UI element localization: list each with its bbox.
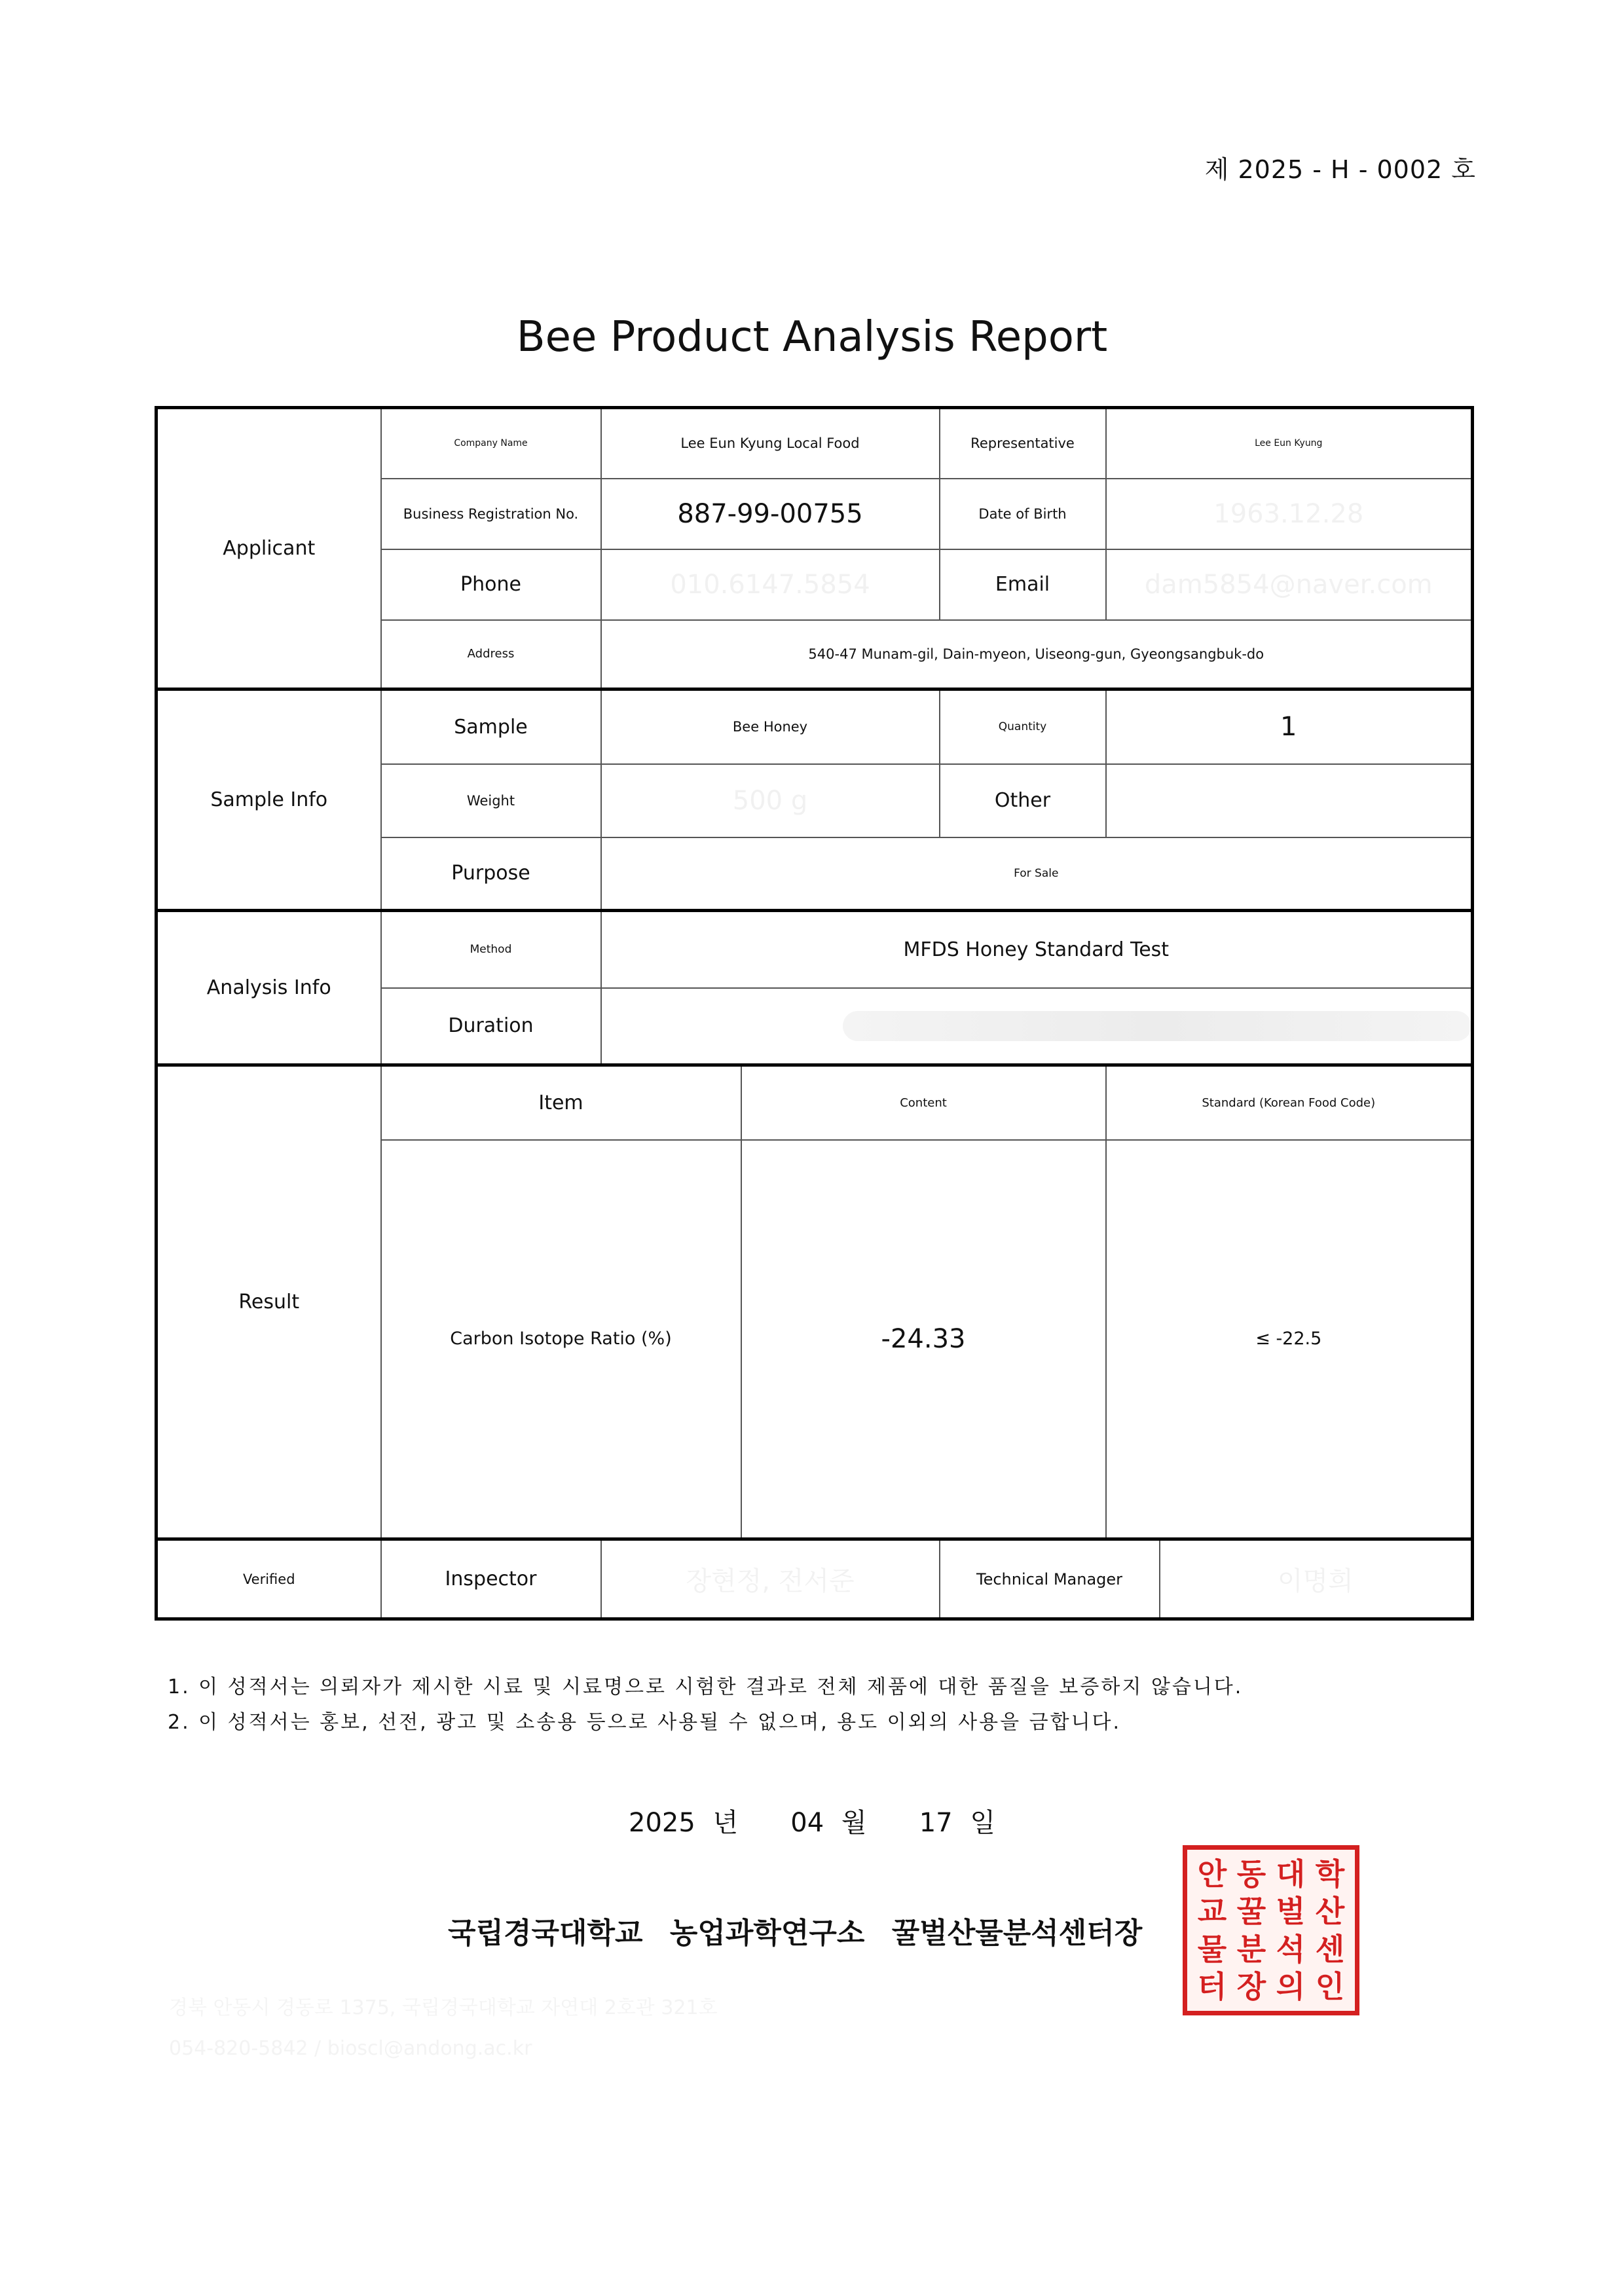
- method-label: Method: [381, 911, 601, 988]
- document-number: 제 2025 - H - 0002 호: [1204, 155, 1476, 184]
- duration-value: [601, 988, 1473, 1065]
- seal-char: 석: [1276, 1931, 1306, 1967]
- seal-char: 센: [1315, 1931, 1345, 1967]
- inspector-value: 장현정, 전서준: [601, 1539, 940, 1619]
- report-table: [155, 406, 1474, 1621]
- note-item: 1. 이 성적서는 의뢰자가 제시한 시료 및 시료명으로 시험한 결과로 전체 제품에 대한 품질을 보증하지 않습니다.: [168, 1676, 1244, 1698]
- seal-char: 교: [1197, 1894, 1227, 1930]
- standard-header: Standard (Korean Food Code): [1106, 1065, 1473, 1140]
- analysis-section-label: Analysis Info: [157, 911, 381, 1065]
- seal-char: 벌: [1276, 1894, 1306, 1930]
- seal-char: 산: [1315, 1894, 1345, 1930]
- quantity-value: 1: [1106, 689, 1473, 764]
- phone-label: Phone: [381, 549, 601, 620]
- purpose-label: Purpose: [381, 837, 601, 911]
- seal-char: 인: [1315, 1969, 1345, 2005]
- seal-char: 터: [1197, 1969, 1227, 2005]
- weight-value: 500 g: [601, 764, 940, 837]
- business-registration-label: Business Registration No.: [381, 479, 601, 549]
- applicant-section-label: Applicant: [157, 408, 381, 689]
- footer-contact: [169, 1988, 718, 2069]
- result-section-label: Result: [157, 1065, 381, 1539]
- quantity-label: Quantity: [940, 689, 1106, 764]
- email-label: Email: [940, 549, 1106, 620]
- address-label: Address: [381, 620, 601, 689]
- email-value: dam5854@naver.com: [1106, 549, 1473, 620]
- note-item: 2. 이 성적서는 홍보, 선전, 광고 및 소송용 등으로 사용될 수 없으며, 용도 이외의 사용을 금합니다.: [168, 1711, 1122, 1734]
- footer-address: 경북 안동시 경동로 1375, 국립경국대학교 자연대 2호관 321호: [169, 1996, 718, 2019]
- duration-label: Duration: [381, 988, 601, 1065]
- weight-label: Weight: [381, 764, 601, 837]
- date-of-birth-value: 1963.12.28: [1106, 479, 1473, 549]
- issue-date: 2025 년 04 월 17 일: [629, 1808, 995, 1838]
- report-title: Bee Product Analysis Report: [516, 313, 1108, 361]
- seal-char: 안: [1197, 1856, 1227, 1892]
- content-header: Content: [741, 1065, 1106, 1140]
- company-name-value: Lee Eun Kyung Local Food: [601, 408, 940, 479]
- sample-value: Bee Honey: [601, 689, 940, 764]
- verified-section-label: Verified: [157, 1539, 381, 1619]
- business-registration-value: 887-99-00755: [601, 479, 940, 549]
- result-standard: ≤ -22.5: [1106, 1140, 1473, 1539]
- address-value: 540-47 Munam-gil, Dain-myeon, Uiseong-gun, Gyeongsangbuk-do: [601, 620, 1473, 689]
- seal-char: 의: [1276, 1969, 1306, 2005]
- purpose-value: For Sale: [601, 837, 1473, 911]
- representative-label: Representative: [940, 408, 1106, 479]
- date-of-birth-label: Date of Birth: [940, 479, 1106, 549]
- other-label: Other: [940, 764, 1106, 837]
- other-value: [1106, 764, 1473, 837]
- seal-char: 장: [1236, 1969, 1266, 2005]
- disclaimer-notes: [168, 1670, 1243, 1740]
- seal-char: 대: [1276, 1856, 1306, 1892]
- official-seal: [1183, 1845, 1359, 2015]
- result-content: -24.33: [741, 1140, 1106, 1539]
- inspector-label: Inspector: [381, 1539, 601, 1619]
- seal-char: 꿀: [1236, 1894, 1266, 1930]
- technical-manager-label: Technical Manager: [940, 1539, 1160, 1619]
- seal-char: 분: [1236, 1931, 1266, 1967]
- sample-label: Sample: [381, 689, 601, 764]
- seal-char: 동: [1236, 1856, 1266, 1892]
- technical-manager-value: 이명희: [1160, 1539, 1473, 1619]
- seal-char: 물: [1197, 1931, 1227, 1967]
- redacted-duration-bar: [843, 1011, 1471, 1041]
- issuer-name: 국립경국대학교 농업과학연구소 꿀벌산물분석센터장: [448, 1917, 1143, 1950]
- sample-section-label: Sample Info: [157, 689, 381, 911]
- phone-value: 010.6147.5854: [601, 549, 940, 620]
- representative-value: Lee Eun Kyung: [1106, 408, 1473, 479]
- company-name-label: Company Name: [381, 408, 601, 479]
- footer-phone-email: 054-820-5842 / bioscl@andong.ac.kr: [169, 2037, 532, 2060]
- method-value: MFDS Honey Standard Test: [601, 911, 1473, 988]
- seal-char: 학: [1315, 1856, 1345, 1892]
- result-item: Carbon Isotope Ratio (%): [381, 1140, 741, 1539]
- item-header: Item: [381, 1065, 741, 1140]
